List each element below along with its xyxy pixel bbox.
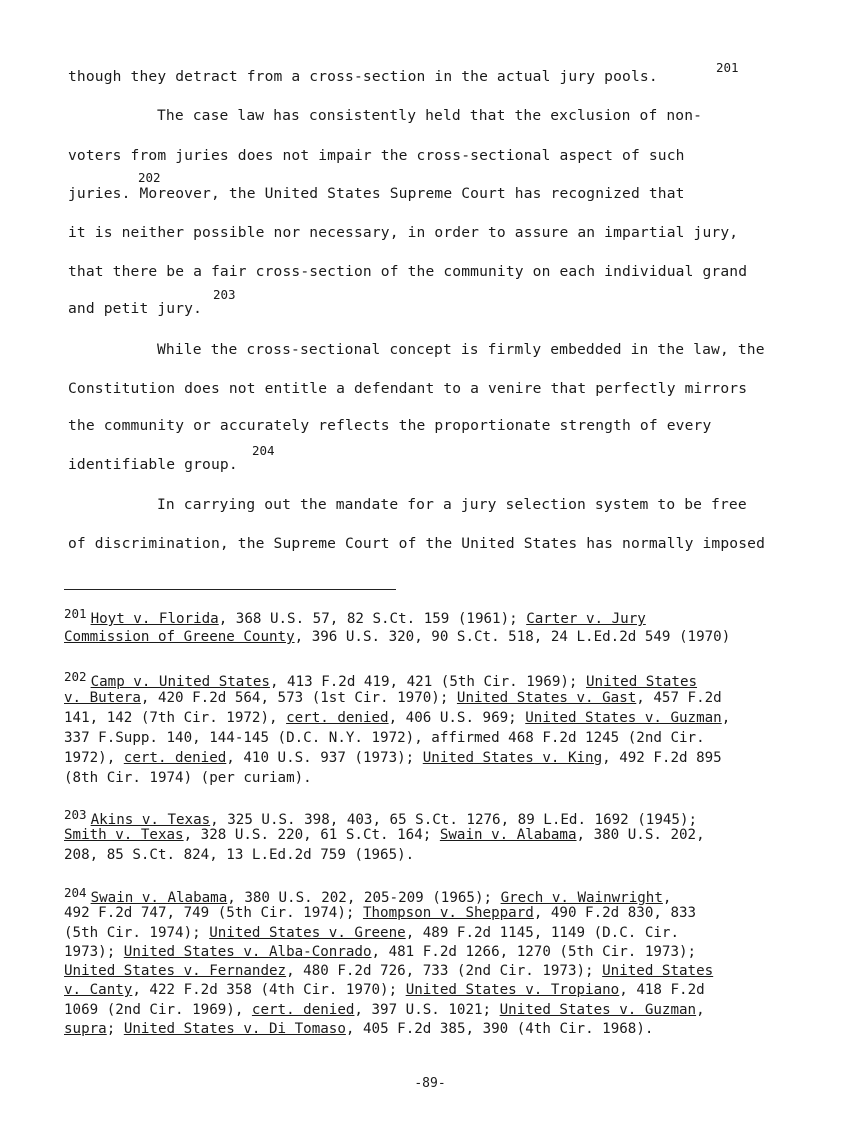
footnote-ref-202: 202 xyxy=(138,170,161,185)
case-name: Carter v. Jury xyxy=(526,611,646,627)
citation-text: , 489 F.2d 1145, 1149 (D.C. Cir. xyxy=(405,925,680,941)
case-name: United States v. Di Tomaso xyxy=(123,1021,346,1037)
case-name: United States xyxy=(586,674,698,690)
citation-text: 1069 (2nd Cir. 1969), xyxy=(64,1002,252,1018)
case-name: United States v. Guzman xyxy=(499,1002,697,1018)
footnote-ref-203: 203 xyxy=(213,287,236,302)
case-name: United States v. Greene xyxy=(209,925,406,941)
citation-text: 141, 142 (7th Cir. 1972), xyxy=(64,710,287,726)
citation-text: (5th Cir. 1974); xyxy=(64,925,210,941)
case-name: Swain v. Alabama xyxy=(439,827,577,843)
body-line-12: In carrying out the mandate for a jury selection system to be free xyxy=(157,496,747,513)
footnote-204-line-3 xyxy=(64,925,824,941)
case-name: v. Butera xyxy=(64,690,141,706)
cert-denied: cert. denied xyxy=(251,1002,355,1018)
case-name: United States v. Guzman xyxy=(525,710,722,726)
case-name: United States v. Tropiano xyxy=(405,982,620,998)
body-line-2: The case law has consistently held that the exclusion of non- xyxy=(157,107,703,124)
footnote-204-line-8 xyxy=(64,1021,824,1037)
citation-text: , 420 F.2d 564, 573 (1st Cir. 1970); xyxy=(140,690,457,706)
body-line-11: identifiable group. xyxy=(68,456,238,473)
body-line-8: While the cross-sectional concept is firmly embedded in the law, the xyxy=(157,341,765,358)
case-name: Grech v. Wainwright xyxy=(500,890,663,906)
body-line-3: voters from juries does not impair the cross-sectional aspect of such xyxy=(68,147,685,164)
citation-text: , 397 U.S. 1021; xyxy=(354,1002,500,1018)
citation-text: , 422 F.2d 358 (4th Cir. 1970); xyxy=(132,982,406,998)
footnote-202-line-5 xyxy=(64,750,824,766)
case-name: Swain v. Alabama xyxy=(90,890,228,906)
footnote-ref-204: 204 xyxy=(252,443,275,458)
citation-text: , 380 U.S. 202, xyxy=(576,827,705,843)
body-line-1: though they detract from a cross-section in the actual jury pools. xyxy=(68,68,658,85)
footnote-number: 204 xyxy=(64,885,87,900)
citation-text: , 368 U.S. 57, 82 S.Ct. 159 (1961); xyxy=(218,611,527,627)
citation-text: , 405 F.2d 385, 390 (4th Cir. 1968). xyxy=(345,1021,654,1037)
citation-text: , 480 F.2d 726, 733 (2nd Cir. 1973); xyxy=(286,963,603,979)
footnote-204-line-4 xyxy=(64,944,824,960)
footnote-203-line-3: 208, 85 S.Ct. 824, 13 L.Ed.2d 759 (1965). xyxy=(64,847,415,863)
citation-text: , 325 U.S. 398, 403, 65 S.Ct. 1276, 89 L.Ed. 1692 (1945); xyxy=(210,812,698,828)
footnote-202-line-4: 337 F.Supp. 140, 144-145 (D.C. N.Y. 1972), affirmed 468 F.2d 1245 (2nd Cir. xyxy=(64,730,705,746)
case-name: Akins v. Texas xyxy=(90,812,211,828)
footnote-202-line-6: (8th Cir. 1974) (per curiam). xyxy=(64,770,312,786)
citation-text: , 481 F.2d 1266, 1270 (5th Cir. 1973); xyxy=(371,944,697,960)
citation-text: ; xyxy=(106,1021,124,1037)
footnote-204-line-2 xyxy=(64,905,824,921)
footnote-ref-201: 201 xyxy=(716,60,739,75)
cert-denied: cert. denied xyxy=(123,750,227,766)
footnote-202-line-2 xyxy=(64,690,824,706)
case-name: Thompson v. Sheppard xyxy=(362,905,534,921)
case-name: United States v. Fernandez xyxy=(64,963,287,979)
case-name: United States xyxy=(602,963,714,979)
case-name: Smith v. Texas xyxy=(64,827,184,843)
citation-text: , 490 F.2d 830, 833 xyxy=(533,905,697,921)
body-line-13: of discrimination, the Supreme Court of the United States has normally imposed xyxy=(68,535,766,552)
citation-text: , 406 U.S. 969; xyxy=(388,710,526,726)
footnote-202-line-3 xyxy=(64,710,824,726)
citation-text: , 418 F.2d xyxy=(619,982,705,998)
case-name: United States v. Alba-Conrado xyxy=(123,944,372,960)
citation-text: , xyxy=(721,710,731,726)
footnote-201-line-2 xyxy=(64,629,824,645)
footnote-separator xyxy=(64,589,396,591)
body-line-9: Constitution does not entitle a defendant to a venire that perfectly mirrors xyxy=(68,380,748,397)
footnote-201-line-1 xyxy=(64,606,824,627)
citation-text: , 396 U.S. 320, 90 S.Ct. 518, 24 L.Ed.2d 549 (1970) xyxy=(294,629,731,645)
citation-text: 1972), xyxy=(64,750,124,766)
case-name: United States v. Gast xyxy=(456,690,637,706)
footnote-204-line-5 xyxy=(64,963,824,979)
page-number: -89- xyxy=(414,1076,446,1091)
case-name: Hoyt v. Florida xyxy=(90,611,219,627)
case-name: United States v. King xyxy=(422,750,603,766)
citation-text: , 457 F.2d xyxy=(636,690,722,706)
citation-text: 492 F.2d 747, 749 (5th Cir. 1974); xyxy=(64,905,363,921)
footnote-202-line-1 xyxy=(64,669,824,690)
body-line-7: and petit jury. xyxy=(68,300,203,317)
footnote-204-line-1 xyxy=(64,885,824,906)
citation-text: , 410 U.S. 937 (1973); xyxy=(226,750,423,766)
footnote-number: 201 xyxy=(64,606,87,621)
citation-text: , xyxy=(662,890,672,906)
footnote-203-line-1 xyxy=(64,807,824,828)
case-name: v. Canty xyxy=(64,982,133,998)
footnote-204-line-6 xyxy=(64,982,824,998)
cert-denied: cert. denied xyxy=(286,710,389,726)
body-line-6: that there be a fair cross-section of the community on each individual grand xyxy=(68,263,748,280)
body-line-10: the community or accurately reflects the proportionate strength of every xyxy=(68,417,712,434)
body-line-5: it is neither possible nor necessary, in order to assure an impartial jury, xyxy=(68,224,739,241)
footnote-number: 202 xyxy=(64,669,87,684)
footnote-number: 203 xyxy=(64,807,87,822)
citation-text: , xyxy=(696,1002,705,1018)
case-name: Commission of Greene County xyxy=(64,629,295,645)
case-name: supra xyxy=(64,1021,107,1037)
citation-text: 1973); xyxy=(64,944,124,960)
case-name: Camp v. United States xyxy=(90,674,270,690)
body-line-4: juries. Moreover, the United States Supreme Court has recognized that xyxy=(68,185,685,202)
citation-text: , 328 U.S. 220, 61 S.Ct. 164; xyxy=(183,827,440,843)
citation-text: , 380 U.S. 202, 205-209 (1965); xyxy=(227,890,501,906)
footnote-204-line-7 xyxy=(64,1002,824,1018)
footnote-203-line-2 xyxy=(64,827,824,843)
citation-text: , 413 F.2d 419, 421 (5th Cir. 1969); xyxy=(269,674,586,690)
citation-text: , 492 F.2d 895 xyxy=(602,750,722,766)
